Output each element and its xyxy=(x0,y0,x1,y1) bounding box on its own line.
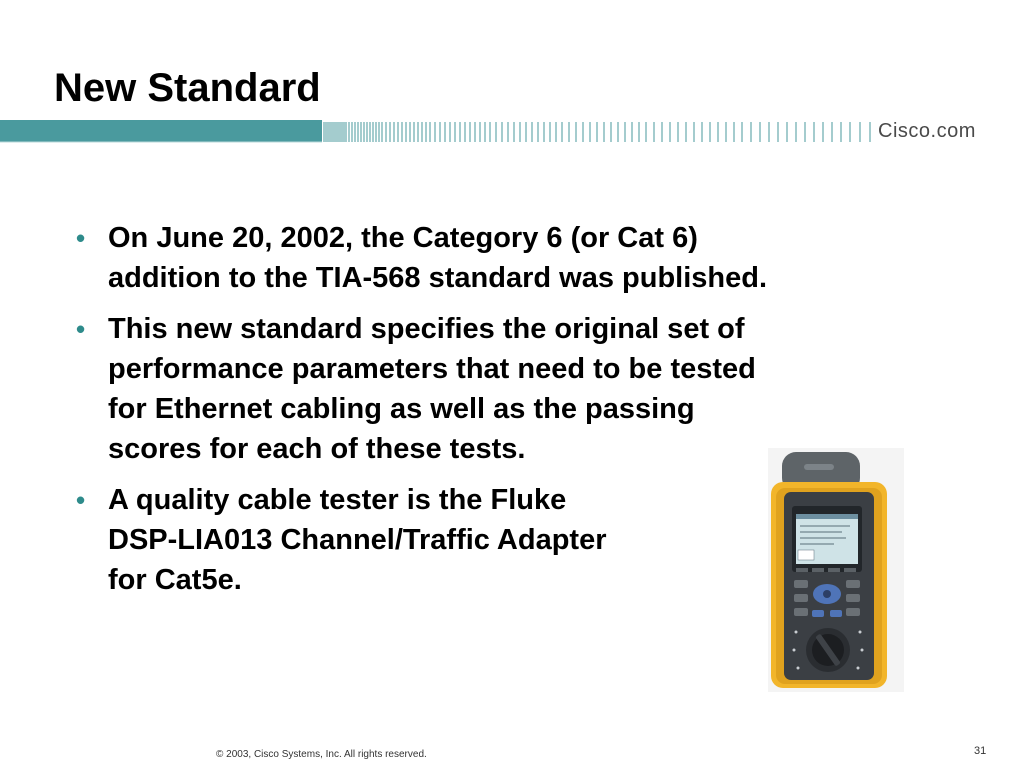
cable-tester-photo xyxy=(768,448,904,692)
bullet-line: for Ethernet cabling as well as the passing xyxy=(108,393,695,425)
bullet-dot-icon: • xyxy=(76,314,86,344)
slide-title: New Standard xyxy=(54,66,321,110)
bullet-line: This new standard specifies the original set of xyxy=(108,313,745,345)
bullet-dot-icon: • xyxy=(76,485,86,515)
bullet-line: scores for each of these tests. xyxy=(108,433,526,465)
bullet-item xyxy=(76,309,956,469)
bullet-line: performance parameters that need to be tested xyxy=(108,353,756,385)
footer-copyright: © 2003, Cisco Systems, Inc. All rights reserved. xyxy=(216,749,427,760)
bullet-line: A quality cable tester is the Fluke xyxy=(108,484,567,516)
bullet-line: addition to the TIA-568 standard was published. xyxy=(108,262,768,294)
bullet-dot-icon: • xyxy=(76,223,86,253)
bullet-line: for Cat5e. xyxy=(108,564,242,596)
bullet-line: DSP-LIA013 Channel/Traffic Adapter xyxy=(108,524,607,556)
header-band xyxy=(0,118,1024,144)
bullet-line: On June 20, 2002, the Category 6 (or Cat 6) xyxy=(108,222,698,254)
cisco-wordmark: Cisco.com xyxy=(878,120,976,142)
page-number: 31 xyxy=(974,745,987,757)
bullet-item xyxy=(76,218,956,298)
